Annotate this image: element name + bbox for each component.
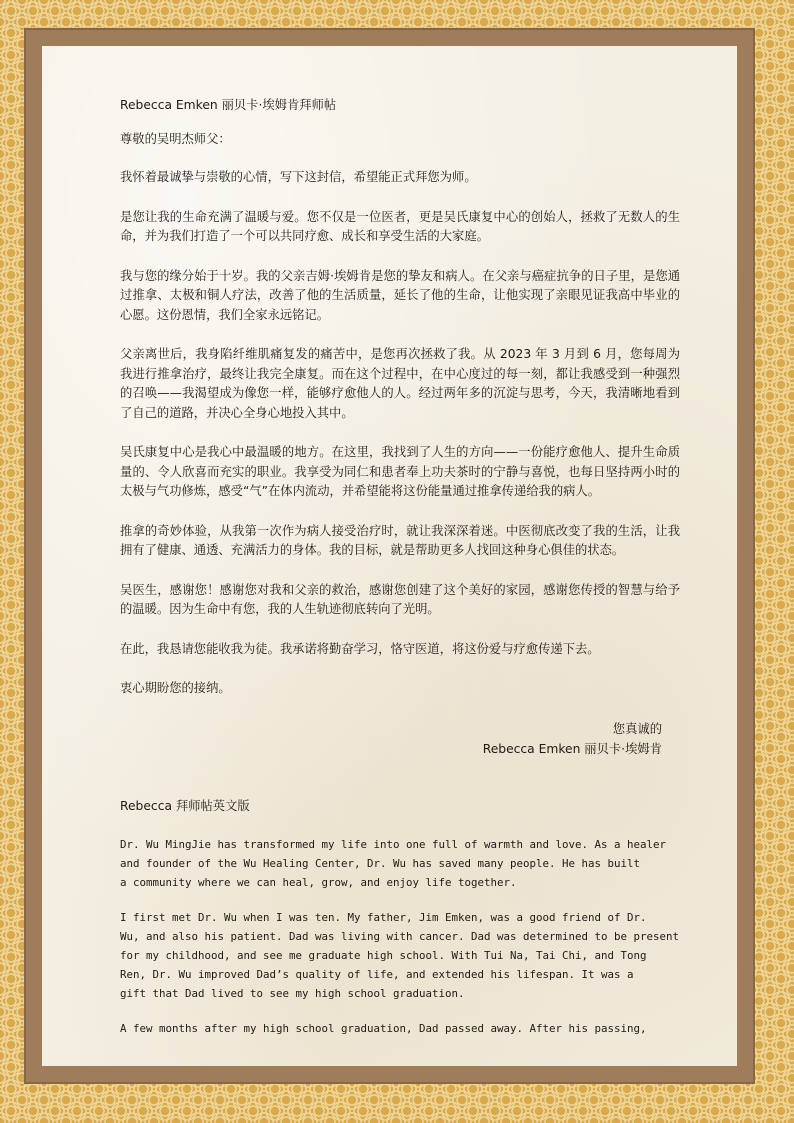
english-line: for my childhood, and see me graduate high school. With Tui Na, Tai Chi, and Tong (120, 948, 647, 962)
letter-paragraph: 父亲离世后，我身陷纤维肌痛复发的痛苦中，是您再次拯救了我。从 2023 年 3 月到 6 月，您每周为我进行推拿治疗，最终让我完全康复。而在这个过程中，在中心度过的每一刻，都让我感受到一种强烈的召唤——我渴望成为像您一样，能够疗愈他人的人。经过两年多的沉淀与思考，今天，我清晰地看到了自己的道路，并决心全身心地投入其中。 (120, 347, 680, 420)
english-title: Rebecca 拜师帖英文版 (120, 798, 250, 813)
english-line: a community where we can heal, grow, and enjoy life together. (120, 875, 517, 889)
english-line: Dr. Wu MingJie has transformed my life into one full of warmth and love. As a healer (120, 837, 667, 851)
closing-text: 您真诚的 (612, 721, 662, 736)
english-paragraph (120, 835, 680, 892)
letter-paragraph: 吴医生，感谢您！感谢您对我和父亲的救治，感谢您创建了这个美好的家园，感谢您传授的智慧与给予的温暖。因为生命中有您，我的人生轨迹彻底转向了光明。 (120, 582, 680, 616)
letter-paper (42, 46, 737, 1066)
signature-block (120, 719, 662, 759)
english-line: I first met Dr. Wu when I was ten. My father, Jim Emken, was a good friend of Dr. (120, 910, 647, 924)
letter-paragraph: 在此，我恳请您能收我为徒。我承诺将勤奋学习，恪守医道，将这份爱与疗愈传递下去。 (120, 641, 600, 656)
english-line: gift that Dad lived to see my high school graduation. (120, 986, 465, 1000)
english-line: and founder of the Wu Healing Center, Dr. Wu has saved many people. He has built (120, 856, 641, 870)
english-version (120, 797, 680, 1038)
letter-paragraph: 是您让我的生命充满了温暖与爱。您不仅是一位医者，更是吴氏康复中心的创始人，拯救了无数人的生命，并为我们打造了一个可以共同疗愈、成长和享受生活的大家庭。 (120, 209, 680, 243)
english-paragraph (120, 1019, 680, 1038)
letter-paragraph: 我与您的缘分始于十岁。我的父亲吉姆·埃姆肯是您的挚友和病人。在父亲与癌症抗争的日子里，是您通过推拿、太极和铜人疗法，改善了他的生活质量，延长了他的生命，让他实现了亲眼见证我高中毕业的心愿。这份恩情，我们全家永远铭记。 (120, 268, 680, 322)
english-line: Ren, Dr. Wu improved Dad’s quality of life, and extended his lifespan. It was a (120, 967, 634, 981)
letter-paragraph: 我怀着最诚挚与崇敬的心情，写下这封信，希望能正式拜您为师。 (120, 170, 477, 184)
letter-title: Rebecca Emken 丽贝卡·埃姆肯拜师帖 (120, 98, 337, 112)
english-line: Wu, and also his patient. Dad was living with cancer. Dad was determined to be present (120, 929, 680, 943)
letter-paragraph: 衷心期盼您的接纳。 (120, 681, 231, 695)
english-line: A few months after my high school graduation, Dad passed away. After his passing, (120, 1021, 647, 1035)
letter-paragraph: 推拿的奇妙体验，从我第一次作为病人接受治疗时，就让我深深着迷。中医彻底改变了我的生活，让我拥有了健康、通透、充满活力的身体。我的目标，就是帮助更多人找回这种身心俱佳的状态。 (120, 523, 680, 557)
letter-paragraph: 吴氏康复中心是我心中最温暖的地方。在这里，我找到了人生的方向——一份能疗愈他人、提升生命质量的、令人欣喜而充实的职业。我享受为同仁和患者奉上功夫茶时的宁静与喜悦，也每日坚持两小时的太极与气功修炼，感受“气”在体内流动，并希望能将这份能量通过推拿传递给我的病人。 (120, 445, 680, 498)
letter-content (120, 96, 680, 1054)
signature-name: Rebecca Emken 丽贝卡·埃姆肯 (482, 741, 662, 756)
english-paragraph (120, 908, 680, 1003)
letter-greeting: 尊敬的吴明杰师父： (120, 131, 231, 146)
